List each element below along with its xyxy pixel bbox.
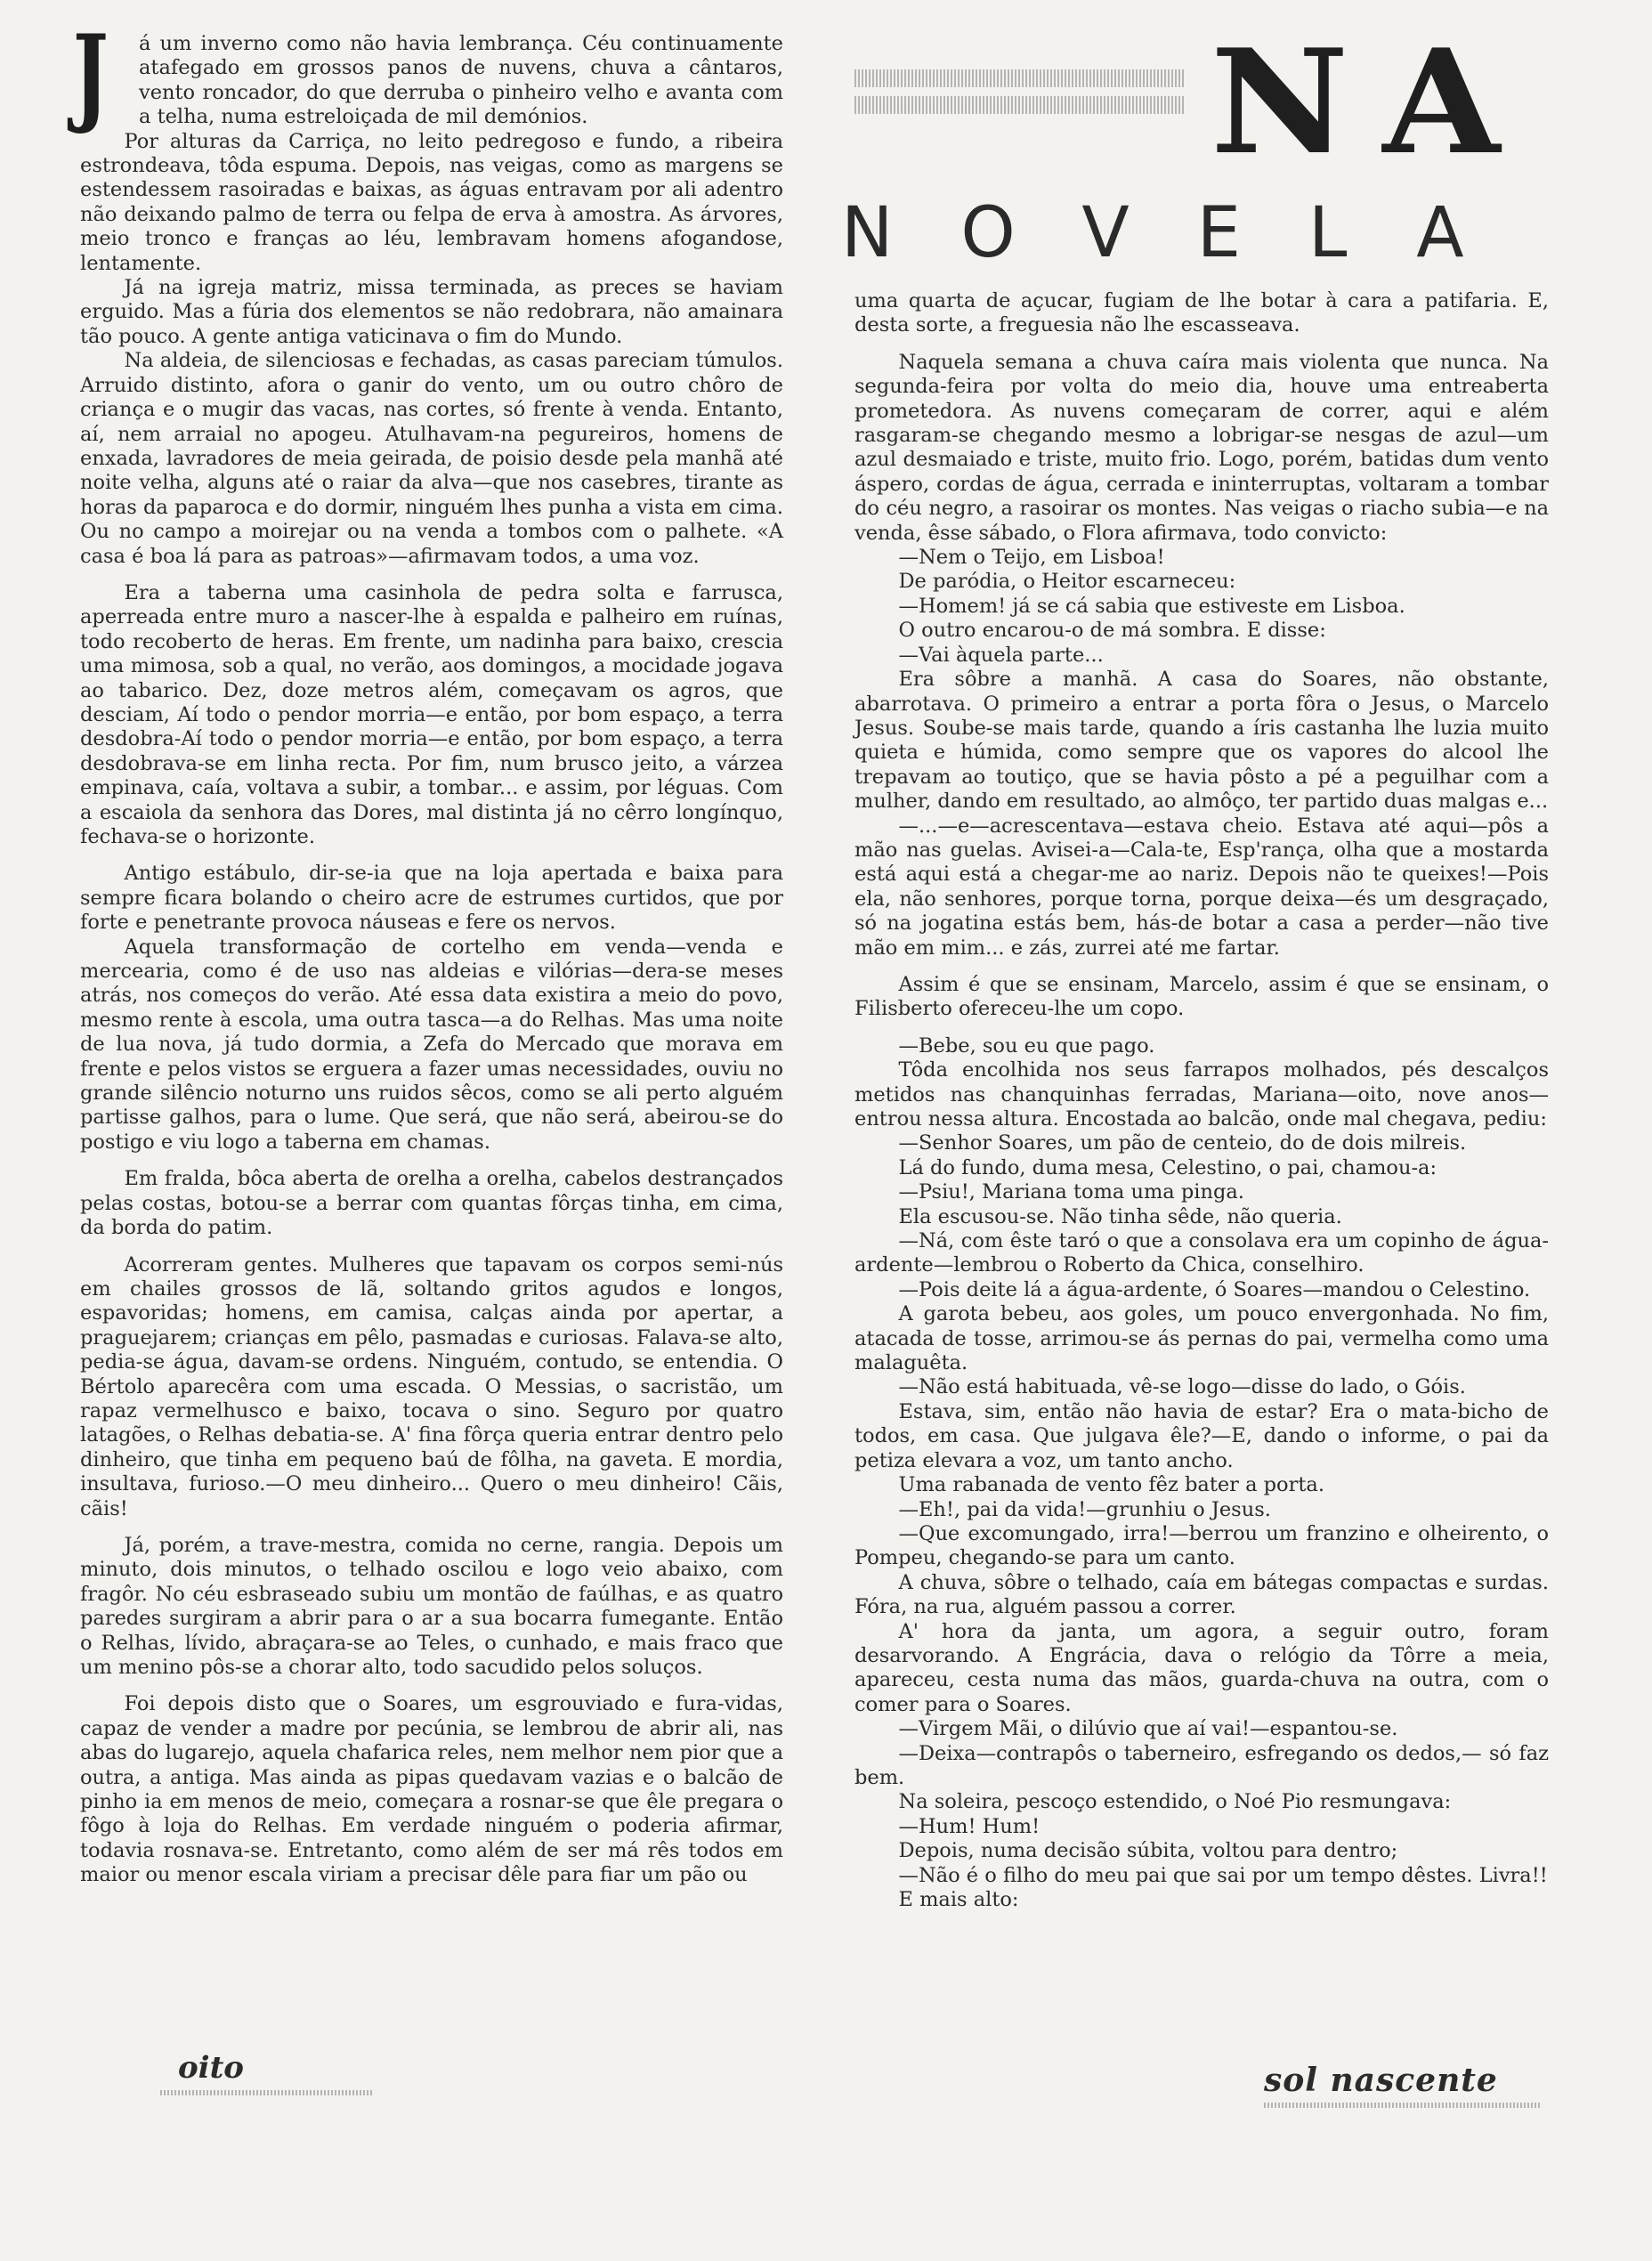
paragraph: Era sôbre a manhã. A casa do Soares, não obstante, abarrotava. O primeiro a entrar a porta fôra o Jesus, o Marcelo Jesus. Soube-se mais tarde, quando a íris castanha lhe luzia muito quieta e húmida, como sempre que os vapores do alcool lhe trepavam ao toutiço, que se havia pôsto a pé a peguilhar com a mulher, dando em resultado, ao almôço, ter partido duas malgas e... (854, 668, 1549, 814)
paragraph: uma quarta de açucar, fugiam de lhe botar à cara a patifaria. E, desta sorte, a freguesia não lhe escasseava. (854, 289, 1549, 337)
paragraph: Na soleira, pescoço estendido, o Noé Pio resmungava: (898, 1790, 1452, 1814)
title-na: NA (1211, 18, 1535, 187)
header-rule-bottom (854, 96, 1184, 114)
paragraph: —Ná, com êste taró o que a consolava era um copinho de água-ardente—lembrou o Roberto da Chica, conselhiro. (854, 1229, 1549, 1277)
paragraph: —Hum! Hum! (898, 1814, 1041, 1838)
paragraph: Por alturas da Carriça, no leito pedregoso e fundo, a ribeira estrondeava, tôda espuma. Depois, nas veigas, como as margens se estendessem rasoiradas e baixas, as águas entravam por ali adentro não deixando palmo de terra ou felpa de erva à amostra. As árvores, meio tronco e franças ao léu, lembravam homens afogandose, lentamente. (80, 129, 783, 275)
paragraph: —Não está habituada, vê-se logo—disse do lado, o Góis. (898, 1375, 1466, 1399)
drop-cap: J (73, 12, 109, 137)
paragraph: Aquela transformação de cortelho em venda—venda e mercearia, como é de uso nas aldeias e vilórias—dera-se meses atrás, nos começos do verão. Até essa data existira a meio do povo, mesmo rente à escola, uma outra tasca—a do Relhas. Mas uma noite de lua nova, já tudo dormia, a Zefa do Mercado que morava em frente e pelos vistos se erguera a fazer umas necessidades, ouviu no grande silêncio noturno uns ruidos sêcos, como se ali perto alguém partisse galhos, para o lume. Que será, que não será, abeirou-se do postigo e viu logo a taberna em chamas. (80, 935, 783, 1154)
footer-rule-left (160, 2090, 374, 2095)
paragraph: —Senhor Soares, um pão de centeio, do de dois milreis. (898, 1131, 1467, 1155)
paragraph: —Que excomungado, irra!—berrou um franzino e olheirento, o Pompeu, chegando-se para um canto. (854, 1521, 1549, 1570)
left-column (73, 12, 783, 1888)
paragraph: A chuva, sôbre o telhado, caía em bátegas compactas e surdas. Fóra, na rua, alguém passou a correr. (854, 1570, 1549, 1619)
paragraph: Já na igreja matriz, missa terminada, as preces se haviam erguido. Mas a fúria dos elementos se não redobrara, não amainara tão pouco. A gente antiga vaticinava o fim do Mundo. (80, 276, 783, 348)
paragraph: Antigo estábulo, dir-se-ia que na loja apertada e baixa para sempre ficara bolando o cheiro acre de estrumes curtidos, que por forte e penetrante provoca náuseas e fere os nervos. (80, 862, 783, 935)
paragraph: —Bebe, sou eu que pago. (898, 1033, 1155, 1058)
paragraph: Ela escusou-se. Não tinha sêde, não queria. (898, 1204, 1342, 1228)
paragraph: Na aldeia, de silenciosas e fechadas, as casas pareciam túmulos. Arruido distinto, afora o ganir do vento, um ou outro chôro de criança e o mugir das vacas, nas cortes, só frente à venda. Entanto, aí, nem arraial no apogeu. Atulhavam-na pegureiros, homens de enxada, lavradores de meia geirada, de poisio desde pela manhã até noite velha, alguns até o raiar da alva—que nos casebres, tirante as horas da paparoca e do dormir, ninguém lhes punha a vista em cima. Ou no campo a moirejar ou na venda a tombos com o palhete. «A casa é boa lá para as patroas»—afirmavam todos, a uma voz. (80, 349, 783, 568)
paragraph: —Vai àquela parte... (898, 643, 1104, 667)
paragraph: Foi depois disto que o Soares, um esgrouviado e fura-vidas, capaz de vender a madre por pecúnia, se lembrou de abrir ali, nas abas do lugarejo, aquela chafarica reles, nem melhor nem pior que a outra, a antiga. Mas ainda as pipas quedavam vazias e o balcão de pinho ia em menos de meio, começara a rosnar-se que êle pregara o fôgo à loja do Relhas. Em verdade ninguém o poderia afirmar, todavia rosnava-se. Entretanto, como além de ser má rês todos em maior ou menor escala viriam a precisar dêle para fiar um pão ou (80, 1692, 783, 1887)
right-column (854, 289, 1549, 1912)
paragraph: Acorreram gentes. Mulheres que tapavam os corpos semi-nús em chailes grossos de lã, soltando gritos agudos e longos, espavoridas; homens, em camisa, calças ainda por apertar, a praguejarem; crianças em pêlo, pasmadas e curiosas. Falava-se alto, pedia-se água, davam-se ordens. Ninguém, contudo, se entendia. O Bértolo aparecêra com uma escada. O Messias, o sacristão, um rapaz vermelhusco e baixo, tocava o sino. Seguro por quatro latagões, o Relhas debatia-se. A' fina fôrça queria entrar dentro pelo dinheiro, que tinha em pequeno baú de fôlha, na gaveta. E mordia, insultava, furioso.—O meu dinheiro... Quero o meu dinheiro! Cãis, cãis! (80, 1252, 783, 1520)
paragraph: Uma rabanada de vento fêz bater a porta. (898, 1473, 1324, 1497)
title-novela: NOVELA (841, 193, 1532, 273)
paragraph: De paródia, o Heitor escarneceu: (898, 570, 1236, 594)
paragraph: Naquela semana a chuva caíra mais violenta que nunca. Na segunda-feira por volta do meio dia, houve uma entreaberta prometedora. As nuvens começaram de correr, aqui e além rasgaram-se chegando mesmo a lobrigar-se nesgas de azul—um azul desmaiado e triste, muito frio. Logo, porém, batidas dum vento áspero, cordas de água, cerrada e ininterruptas, voltaram a tombar do céu negro, a rasoirar os montes. Nas veigas o riacho subia—e na venda, êsse sábado, o Flora afirmava, todo convicto: (854, 350, 1549, 545)
paragraph: Tôda encolhida nos seus farrapos molhados, pés descalços metidos nas chanquinhas ferradas, Mariana—oito, nove anos—entrou nessa altura. Encostada ao balcão, onde mal chegava, pediu: (854, 1058, 1549, 1130)
paragraph: —Deixa—contrapôs o taberneiro, esfregando os dedos,— só faz bem. (854, 1741, 1549, 1789)
paragraph: Estava, sim, então não havia de estar? Era o mata-bicho de todos, em casa. Que julgava êle?—E, dando o informe, o pai da petiza elevara a voz, um tanto ancho. (854, 1399, 1549, 1472)
paragraph: Já, porém, a trave-mestra, comida no cerne, rangia. Depois um minuto, dois minutos, o telhado oscilou e logo veio abaixo, com fragôr. No céu esbraseado subiu um montão de faúlhas, e as quatro paredes surgiram a abrir para o ar a sua bocarra fumegante. Então o Relhas, lívido, abraçara-se ao Teles, o cunhado, e mais fraco que um menino pôs-se a chorar alto, todo sacudido pelos soluços. (80, 1533, 783, 1679)
paragraph: Depois, numa decisão súbita, voltou para dentro; (898, 1839, 1398, 1863)
paragraph: —Nem o Teijo, em Lisboa! (898, 546, 1165, 570)
footer-rule-right (1264, 2103, 1540, 2108)
paragraph: —Pois deite lá a água-ardente, ó Soares—mandou o Celestino. (898, 1277, 1531, 1301)
paragraph: —Eh!, pai da vida!—grunhiu o Jesus. (898, 1497, 1271, 1521)
paragraph: Em fralda, bôca aberta de orelha a orelha, cabelos destrançados pelas costas, botou-se a berrar com quantas fôrças tinha, em cima, da borda do patim. (80, 1167, 783, 1240)
paragraph: Assim é que se ensinam, Marcelo, assim é que se ensinam, o Filisberto ofereceu-lhe um copo. (854, 972, 1549, 1021)
paragraph: —Não é o filho do meu pai que sai por um tempo dêstes. Livra!! (898, 1863, 1548, 1887)
paragraph: —Psiu!, Mariana toma uma pinga. (898, 1180, 1244, 1204)
publication-name: sol nascente (1264, 2062, 1498, 2099)
paragraph: A garota bebeu, aos goles, um pouco envergonhada. No fim, atacada de tosse, arrimou-se ás pernas do pai, vermelha como uma malaguêta. (854, 1302, 1549, 1375)
paragraph: á um inverno como não havia lembrança. Céu continuamente atafegado em grossos panos de nuvens, chuva a cântaros, vento roncador, do que derruba o pinheiro velho e avanta com a telha, numa estreloiçada de mil demónios. (139, 32, 783, 129)
paragraph: Era a taberna uma casinhola de pedra solta e farrusca, aperreada entre muro a nascer-lhe à espalda e palheiro em ruínas, todo recoberto de heras. Em frente, um nadinha para baixo, crescia uma mimosa, sob a qual, no verão, aos domingos, a mocidade jogava ao tabarico. Dez, doze metros além, começavam os agros, que desciam, Aí todo o pendor morria—e então, por bom espaço, a terra desdobra-Aí todo o pendor morria—e então, por bom espaço, a terra desdobrava-se em linha recta. Por fim, num brusco jeito, a várzea empinava, caía, voltava a subir, a tombar... e assim, por léguas. Com a escaiola da senhora das Dores, mal distinta já no cêrro longínquo, fechava-se o horizonte. (80, 580, 783, 848)
paragraph: Lá do fundo, duma mesa, Celestino, o pai, chamou-a: (898, 1155, 1437, 1179)
paragraph: —Virgem Mãi, o dilúvio que aí vai!—espantou-se. (898, 1717, 1398, 1741)
paragraph: A' hora da janta, um agora, a seguir outro, foram desarvorando. A Engrácia, dava o relógio da Tôrre a meia, apareceu, cesta numa das mãos, guarda-chuva na outra, com o comer para o Soares. (854, 1619, 1549, 1716)
header-rule-top (854, 69, 1184, 87)
paragraph: —Homem! já se cá sabia que estiveste em Lisboa. (898, 594, 1405, 618)
paragraph: O outro encarou-o de má sombra. E disse: (898, 619, 1326, 643)
page-number: oito (178, 2050, 244, 2086)
paragraph: —...—e—acrescentava—estava cheio. Estava até aqui—pôs a mão nas guelas. Avisei-a—Cala-te, Esp'rança, olha que a mostarda está aqui está a chegar-me ao nariz. Depois não te queixes!—Pois ela, não senhores, porque torna, porque deixa—és um desgraçado, só na jogatina estás bem, hás-de botar a casa a perder—não tive mão em mim... e zás, zurrei até me fartar. (854, 814, 1549, 960)
paragraph: E mais alto: (898, 1888, 1019, 1911)
